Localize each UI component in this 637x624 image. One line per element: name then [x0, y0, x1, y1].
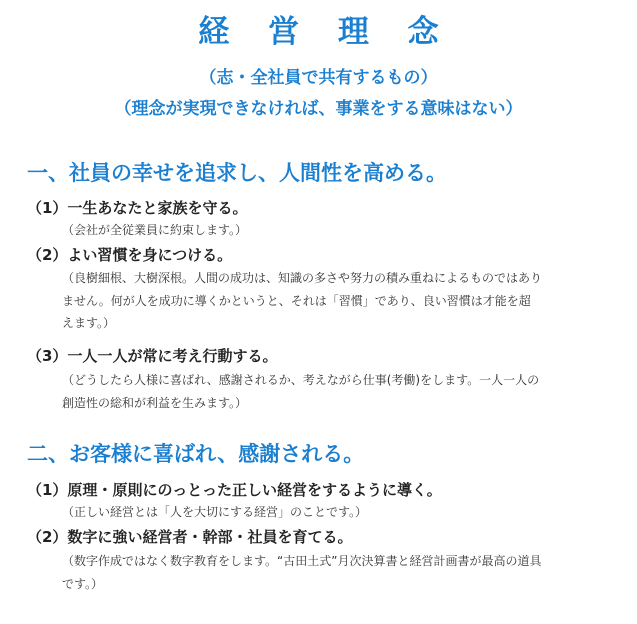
subtitle-shared-vision: （志・全社員で共有するもの）	[199, 68, 438, 88]
note-think-act	[62, 369, 612, 414]
section-heading-employees: 一、社員の幸せを追求し、人間性を高める。	[27, 161, 447, 185]
note-line: （会社が全従業員に約束します。）	[62, 223, 248, 237]
note-line: 創造性の総和が利益を生みます。）	[62, 395, 248, 410]
note-line: です。）	[62, 576, 104, 591]
note-numbers-training	[62, 550, 612, 595]
note-line: ません。何が人を成功に導くかというと、それは「習慣」であり、良い習慣は才能を超	[62, 293, 531, 308]
item-good-habits: （2）よい習慣を身につける。	[27, 246, 233, 264]
note-line: えます。）	[62, 316, 116, 330]
note-line: （正しい経営とは「人を大切にする経営」のことです。）	[62, 505, 368, 519]
section-heading-customers: 二、お客様に喜ばれ、感謝される。	[27, 442, 365, 466]
note-correct-management	[62, 501, 612, 524]
item-think-act: （3）一人一人が常に考え行動する。	[27, 347, 278, 365]
note-protect-family	[62, 219, 612, 242]
item-correct-management: （1）原理・原則にのっとった正しい経営をするように導く。	[27, 481, 442, 499]
note-line: （数字作成ではなく数字教育をします。“古田土式”月次決算書と経営計画書が最高の道具	[62, 554, 542, 568]
item-protect-family: （1）一生あなたと家族を守る。	[27, 199, 248, 217]
note-line: （良樹細根、大樹深根。人間の成功は、知識の多さや努力の積み重ねによるものではあり	[62, 271, 543, 285]
note-good-habits	[62, 267, 612, 335]
subtitle-meaning: （理念が実現できなければ、事業をする意味はない）	[114, 99, 523, 119]
note-line: （どうしたら人様に喜ばれ、感謝されるか、考えながら仕事(考働)をします。一人一人の	[62, 373, 540, 387]
item-numbers-training: （2）数字に強い経営者・幹部・社員を育てる。	[27, 528, 353, 546]
page-title: 経 営 理 念	[198, 14, 453, 50]
